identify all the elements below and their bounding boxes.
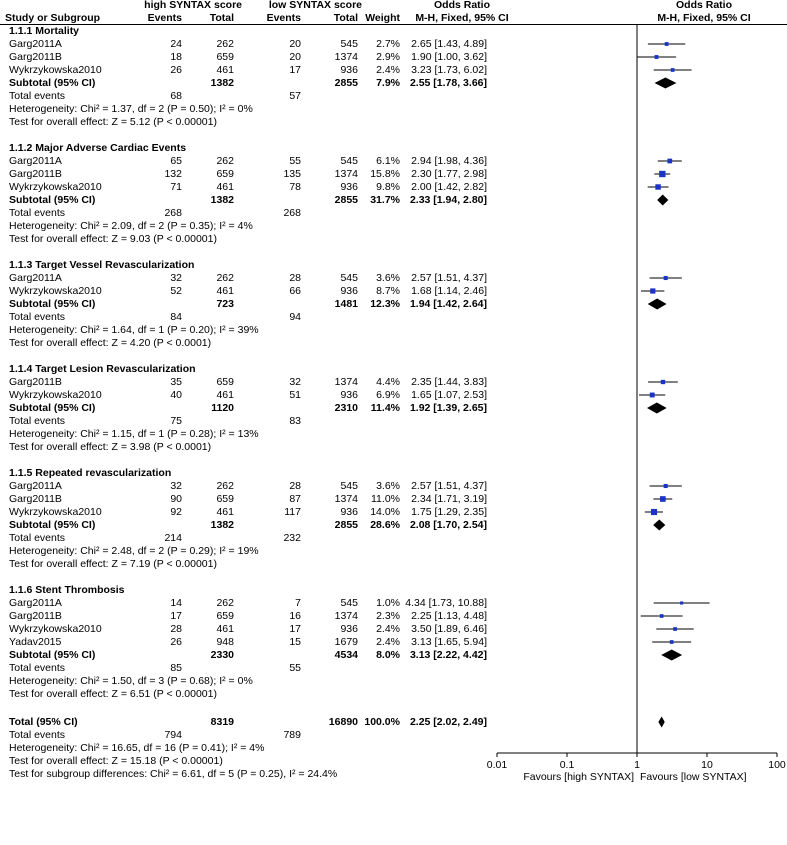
study-name: Garg2011B (9, 609, 62, 622)
study-total2: 1374 (334, 492, 358, 505)
total-events2: 55 (289, 661, 301, 674)
study-events2: 55 (289, 154, 301, 167)
study-or-ci: 2.00 [1.42, 2.82] (411, 180, 487, 193)
study-or-ci: 1.90 [1.00, 3.62] (411, 50, 487, 63)
study-weight: 2.4% (376, 622, 400, 635)
study-weight: 3.6% (376, 271, 400, 284)
header-or-sub: M-H, Fixed, 95% CI (415, 11, 509, 24)
study-total2: 1374 (334, 50, 358, 63)
header-group2: low SYNTAX score (268, 0, 362, 11)
header-plot-sub: M-H, Fixed, 95% CI (657, 11, 751, 24)
heterogeneity-text: Heterogeneity: Chi² = 1.50, df = 3 (P = 0.68); I² = 0% (9, 674, 253, 687)
heterogeneity-text: Heterogeneity: Chi² = 1.15, df = 1 (P = 0.28); I² = 13% (9, 427, 259, 440)
study-weight: 9.8% (376, 180, 400, 193)
study-events2: 117 (284, 505, 301, 518)
subtotal-diamond (657, 195, 668, 206)
x-tick-label: 0.01 (486, 758, 508, 771)
study-events2: 87 (289, 492, 301, 505)
subtotal-label: Subtotal (95% CI) (9, 648, 96, 661)
study-weight: 15.8% (370, 167, 400, 180)
study-or-ci: 2.65 [1.43, 4.89] (411, 37, 487, 50)
study-name: Garg2011A (9, 271, 62, 284)
study-total1: 461 (216, 622, 234, 635)
study-events2: 28 (289, 271, 301, 284)
study-name: Garg2011A (9, 37, 62, 50)
overall-effect-text: Test for overall effect: Z = 9.03 (P < 0.00001) (9, 232, 217, 245)
overall-effect-text: Test for overall effect: Z = 7.19 (P < 0.00001) (9, 557, 217, 570)
study-total1: 262 (216, 271, 234, 284)
study-total2: 936 (340, 388, 358, 401)
study-events2: 15 (289, 635, 301, 648)
study-weight: 2.4% (376, 63, 400, 76)
study-or-ci: 3.23 [1.73, 6.02] (411, 63, 487, 76)
x-tick-label: 1 (634, 758, 640, 771)
study-total2: 936 (340, 622, 358, 635)
total-events-label: Total events (9, 206, 66, 219)
subtotal-total1: 1120 (211, 401, 234, 414)
study-events1: 26 (170, 63, 182, 76)
heterogeneity-text: Heterogeneity: Chi² = 1.64, df = 1 (P = 0.20); I² = 39% (9, 323, 259, 336)
study-total1: 262 (216, 37, 234, 50)
study-total1: 262 (216, 154, 234, 167)
study-or-ci: 2.25 [1.13, 4.48] (411, 609, 487, 622)
subtotal-total2: 2855 (334, 76, 358, 89)
study-total1: 659 (216, 50, 234, 63)
study-events1: 71 (170, 180, 182, 193)
study-weight: 1.0% (376, 596, 400, 609)
header-events1: Events (147, 11, 182, 24)
study-weight: 2.9% (376, 50, 400, 63)
study-events1: 32 (170, 479, 182, 492)
study-weight: 3.6% (376, 479, 400, 492)
study-name: Wykrzykowska2010 (9, 388, 102, 401)
total-events-label: Total events (9, 531, 66, 544)
study-or-ci: 4.34 [1.73, 10.88] (405, 596, 487, 609)
study-name: Wykrzykowska2010 (9, 622, 102, 635)
subtotal-weight: 8.0% (376, 648, 400, 661)
total-events-label: Total events (9, 310, 66, 323)
subtotal-weight: 7.9% (376, 76, 400, 89)
total-weight: 100.0% (364, 715, 400, 728)
overall-effect-text: Test for overall effect: Z = 6.51 (P < 0.00001) (9, 687, 217, 700)
study-events1: 132 (164, 167, 182, 180)
study-events1: 18 (170, 50, 182, 63)
point-estimate (671, 68, 675, 72)
study-events1: 17 (170, 609, 182, 622)
heterogeneity-text: Heterogeneity: Chi² = 1.37, df = 2 (P = 0.50); I² = 0% (9, 102, 253, 115)
study-events1: 14 (170, 596, 182, 609)
subtotal-diamond (655, 78, 677, 89)
study-events2: 28 (289, 479, 301, 492)
subgroup-title: 1.1.1 Mortality (9, 24, 80, 37)
study-weight: 14.0% (370, 505, 400, 518)
study-events2: 17 (289, 622, 301, 635)
study-total1: 262 (216, 479, 234, 492)
x-tick-label: 100 (768, 758, 786, 771)
total-or-ci: 2.25 [2.02, 2.49] (409, 715, 487, 728)
study-total2: 1374 (334, 609, 358, 622)
study-events2: 51 (289, 388, 301, 401)
study-weight: 6.9% (376, 388, 400, 401)
study-name: Wykrzykowska2010 (9, 63, 102, 76)
subtotal-total2: 1481 (334, 297, 358, 310)
study-total2: 936 (340, 180, 358, 193)
subgroup-title: 1.1.5 Repeated revascularization (9, 466, 172, 479)
study-name: Garg2011A (9, 479, 62, 492)
point-estimate (670, 640, 674, 644)
study-events2: 66 (289, 284, 301, 297)
total-events2: 57 (289, 89, 301, 102)
study-name: Garg2011A (9, 596, 62, 609)
overall-effect-text: Test for overall effect: Z = 5.12 (P < 0.00001) (9, 115, 217, 128)
overall-effect-text: Test for overall effect: Z = 4.20 (P < 0.0001) (9, 336, 212, 349)
subtotal-or-ci: 2.08 [1.70, 2.54] (409, 518, 487, 531)
subtotal-total1: 1382 (210, 193, 234, 206)
header-weight: Weight (365, 11, 400, 24)
study-events2: 16 (289, 609, 301, 622)
subtotal-diamond (648, 299, 667, 310)
subtotal-label: Subtotal (95% CI) (9, 297, 96, 310)
study-total2: 1374 (334, 375, 358, 388)
total-events1: 214 (164, 531, 182, 544)
study-total2: 936 (340, 284, 358, 297)
subtotal-weight: 11.4% (370, 401, 400, 414)
study-name: Wykrzykowska2010 (9, 284, 102, 297)
study-total1: 461 (216, 505, 234, 518)
header-or-title: Odds Ratio (433, 0, 490, 11)
subtotal-total2: 4534 (334, 648, 358, 661)
total-events-label: Total events (9, 414, 66, 427)
point-estimate (667, 159, 672, 164)
total-diamond (658, 717, 664, 728)
favours-left-label: Favours [high SYNTAX] (523, 770, 634, 783)
subtotal-label: Subtotal (95% CI) (9, 76, 96, 89)
subtotal-or-ci: 3.13 [2.22, 4.42] (409, 648, 487, 661)
subtotal-or-ci: 2.55 [1.78, 3.66] (409, 76, 487, 89)
study-or-ci: 1.68 [1.14, 2.46] (411, 284, 487, 297)
study-name: Garg2011B (9, 167, 62, 180)
point-estimate (665, 42, 669, 46)
total-events2: 232 (283, 531, 301, 544)
study-or-ci: 3.13 [1.65, 5.94] (411, 635, 487, 648)
total-label: Total (95% CI) (9, 715, 78, 728)
study-name: Yadav2015 (9, 635, 62, 648)
total-total2: 16890 (328, 715, 358, 728)
point-estimate (650, 393, 655, 398)
subgroup-title: 1.1.4 Target Lesion Revascularization (9, 362, 196, 375)
study-total2: 936 (340, 63, 358, 76)
study-events2: 78 (289, 180, 301, 193)
subtotal-weight: 12.3% (370, 297, 400, 310)
heterogeneity-text: Heterogeneity: Chi² = 2.48, df = 2 (P = 0.29); I² = 19% (9, 544, 259, 557)
study-or-ci: 1.75 [1.29, 2.35] (411, 505, 487, 518)
study-total1: 461 (216, 388, 234, 401)
subtotal-total2: 2855 (334, 518, 358, 531)
subtotal-weight: 31.7% (370, 193, 400, 206)
subtotal-label: Subtotal (95% CI) (9, 518, 96, 531)
subtotal-weight: 28.6% (370, 518, 400, 531)
total-events-label: Total events (9, 661, 66, 674)
study-total1: 262 (216, 596, 234, 609)
study-events2: 17 (289, 63, 301, 76)
total-events1: 75 (170, 414, 182, 427)
total-events2: 83 (289, 414, 301, 427)
point-estimate (655, 184, 660, 189)
study-or-ci: 2.34 [1.71, 3.19] (411, 492, 487, 505)
header-plot-title: Odds Ratio (675, 0, 732, 11)
x-tick-label: 0.1 (559, 758, 575, 771)
subgroup-title: 1.1.2 Major Adverse Cardiac Events (9, 141, 187, 154)
subtotal-total1: 2330 (210, 648, 234, 661)
study-total1: 461 (216, 63, 234, 76)
header-events2: Events (266, 11, 301, 24)
point-estimate (664, 276, 668, 280)
grand-heterogeneity-text: Heterogeneity: Chi² = 16.65, df = 16 (P = 0.41); I² = 4% (9, 741, 265, 754)
study-events1: 24 (170, 37, 182, 50)
header-total1: Total (209, 11, 234, 24)
point-estimate (661, 380, 665, 384)
study-or-ci: 3.50 [1.89, 6.46] (411, 622, 487, 635)
study-weight: 6.1% (376, 154, 400, 167)
study-total1: 461 (216, 284, 234, 297)
study-total2: 545 (340, 596, 358, 609)
study-weight: 4.4% (376, 375, 400, 388)
study-name: Wykrzykowska2010 (9, 180, 102, 193)
study-total1: 659 (216, 492, 234, 505)
point-estimate (664, 484, 668, 488)
study-or-ci: 2.35 [1.44, 3.83] (411, 375, 487, 388)
study-name: Wykrzykowska2010 (9, 505, 102, 518)
study-total2: 936 (340, 505, 358, 518)
study-events1: 35 (170, 375, 182, 388)
point-estimate (659, 171, 665, 177)
study-events1: 40 (170, 388, 182, 401)
study-total2: 545 (340, 271, 358, 284)
subgroup-difference-text: Test for subgroup differences: Chi² = 6.61, df = 5 (P = 0.25), I² = 24.4% (9, 767, 338, 780)
study-events1: 32 (170, 271, 182, 284)
study-or-ci: 2.57 [1.51, 4.37] (411, 271, 487, 284)
total-total1: 8319 (210, 715, 234, 728)
subtotal-total2: 2855 (334, 193, 358, 206)
study-events2: 20 (289, 37, 301, 50)
heterogeneity-text: Heterogeneity: Chi² = 2.09, df = 2 (P = 0.35); I² = 4% (9, 219, 253, 232)
point-estimate (673, 627, 677, 631)
subtotal-diamond (661, 650, 682, 661)
subtotal-or-ci: 1.94 [1.42, 2.64] (409, 297, 487, 310)
study-name: Garg2011B (9, 50, 62, 63)
subtotal-diamond (647, 403, 667, 414)
total-events2: 268 (283, 206, 301, 219)
header-group1: high SYNTAX score (144, 0, 242, 11)
study-events1: 52 (170, 284, 182, 297)
subgroup-title: 1.1.3 Target Vessel Revascularization (9, 258, 195, 271)
study-name: Garg2011A (9, 154, 62, 167)
subtotal-or-ci: 2.33 [1.94, 2.80] (409, 193, 487, 206)
study-events1: 92 (170, 505, 182, 518)
study-events1: 65 (170, 154, 182, 167)
grand-total-events2: 789 (283, 728, 301, 741)
study-or-ci: 2.30 [1.77, 2.98] (411, 167, 487, 180)
point-estimate (651, 509, 657, 515)
study-or-ci: 2.57 [1.51, 4.37] (411, 479, 487, 492)
study-total1: 659 (216, 609, 234, 622)
study-total2: 545 (340, 154, 358, 167)
subtotal-or-ci: 1.92 [1.39, 2.65] (409, 401, 487, 414)
header-total2: Total (333, 11, 358, 24)
subtotal-total1: 1382 (210, 518, 234, 531)
subtotal-diamond (653, 520, 665, 531)
grand-total-events1: 794 (164, 728, 182, 741)
study-events2: 135 (283, 167, 301, 180)
study-weight: 2.3% (376, 609, 400, 622)
point-estimate (655, 55, 659, 59)
point-estimate (660, 496, 666, 502)
study-weight: 2.4% (376, 635, 400, 648)
study-total1: 948 (216, 635, 234, 648)
subtotal-label: Subtotal (95% CI) (9, 401, 96, 414)
subtotal-total1: 1382 (210, 76, 234, 89)
subgroup-title: 1.1.6 Stent Thrombosis (9, 583, 125, 596)
study-or-ci: 2.94 [1.98, 4.36] (411, 154, 487, 167)
study-events1: 90 (170, 492, 182, 505)
study-total2: 545 (340, 37, 358, 50)
favours-right-label: Favours [low SYNTAX] (640, 770, 747, 783)
x-tick-label: 10 (701, 758, 713, 771)
study-events2: 7 (295, 596, 301, 609)
study-total2: 1374 (334, 167, 358, 180)
study-total1: 659 (216, 375, 234, 388)
subtotal-label: Subtotal (95% CI) (9, 193, 96, 206)
study-weight: 2.7% (376, 37, 400, 50)
study-or-ci: 1.65 [1.07, 2.53] (411, 388, 487, 401)
study-total2: 1679 (334, 635, 358, 648)
total-events2: 94 (289, 310, 301, 323)
point-estimate (660, 614, 664, 618)
overall-effect-text: Test for overall effect: Z = 3.98 (P < 0.0001) (9, 440, 212, 453)
total-events1: 85 (170, 661, 182, 674)
study-events1: 26 (170, 635, 182, 648)
study-total1: 461 (216, 180, 234, 193)
study-name: Garg2011B (9, 375, 62, 388)
total-events1: 68 (170, 89, 182, 102)
subtotal-total1: 723 (216, 297, 234, 310)
total-events-label: Total events (9, 89, 66, 102)
study-total2: 545 (340, 479, 358, 492)
point-estimate (650, 288, 655, 293)
total-events1: 268 (164, 206, 182, 219)
study-events2: 20 (289, 50, 301, 63)
study-events1: 28 (170, 622, 182, 635)
total-events1: 84 (170, 310, 182, 323)
header-study: Study or Subgroup (5, 11, 101, 24)
study-weight: 11.0% (371, 492, 400, 505)
study-weight: 8.7% (376, 284, 400, 297)
study-name: Garg2011B (9, 492, 62, 505)
subtotal-total2: 2310 (334, 401, 358, 414)
grand-total-events-label: Total events (9, 728, 66, 741)
grand-overall-effect-text: Test for overall effect: Z = 15.18 (P < 0.00001) (9, 754, 223, 767)
point-estimate (680, 601, 683, 604)
study-events2: 32 (289, 375, 301, 388)
study-total1: 659 (216, 167, 234, 180)
